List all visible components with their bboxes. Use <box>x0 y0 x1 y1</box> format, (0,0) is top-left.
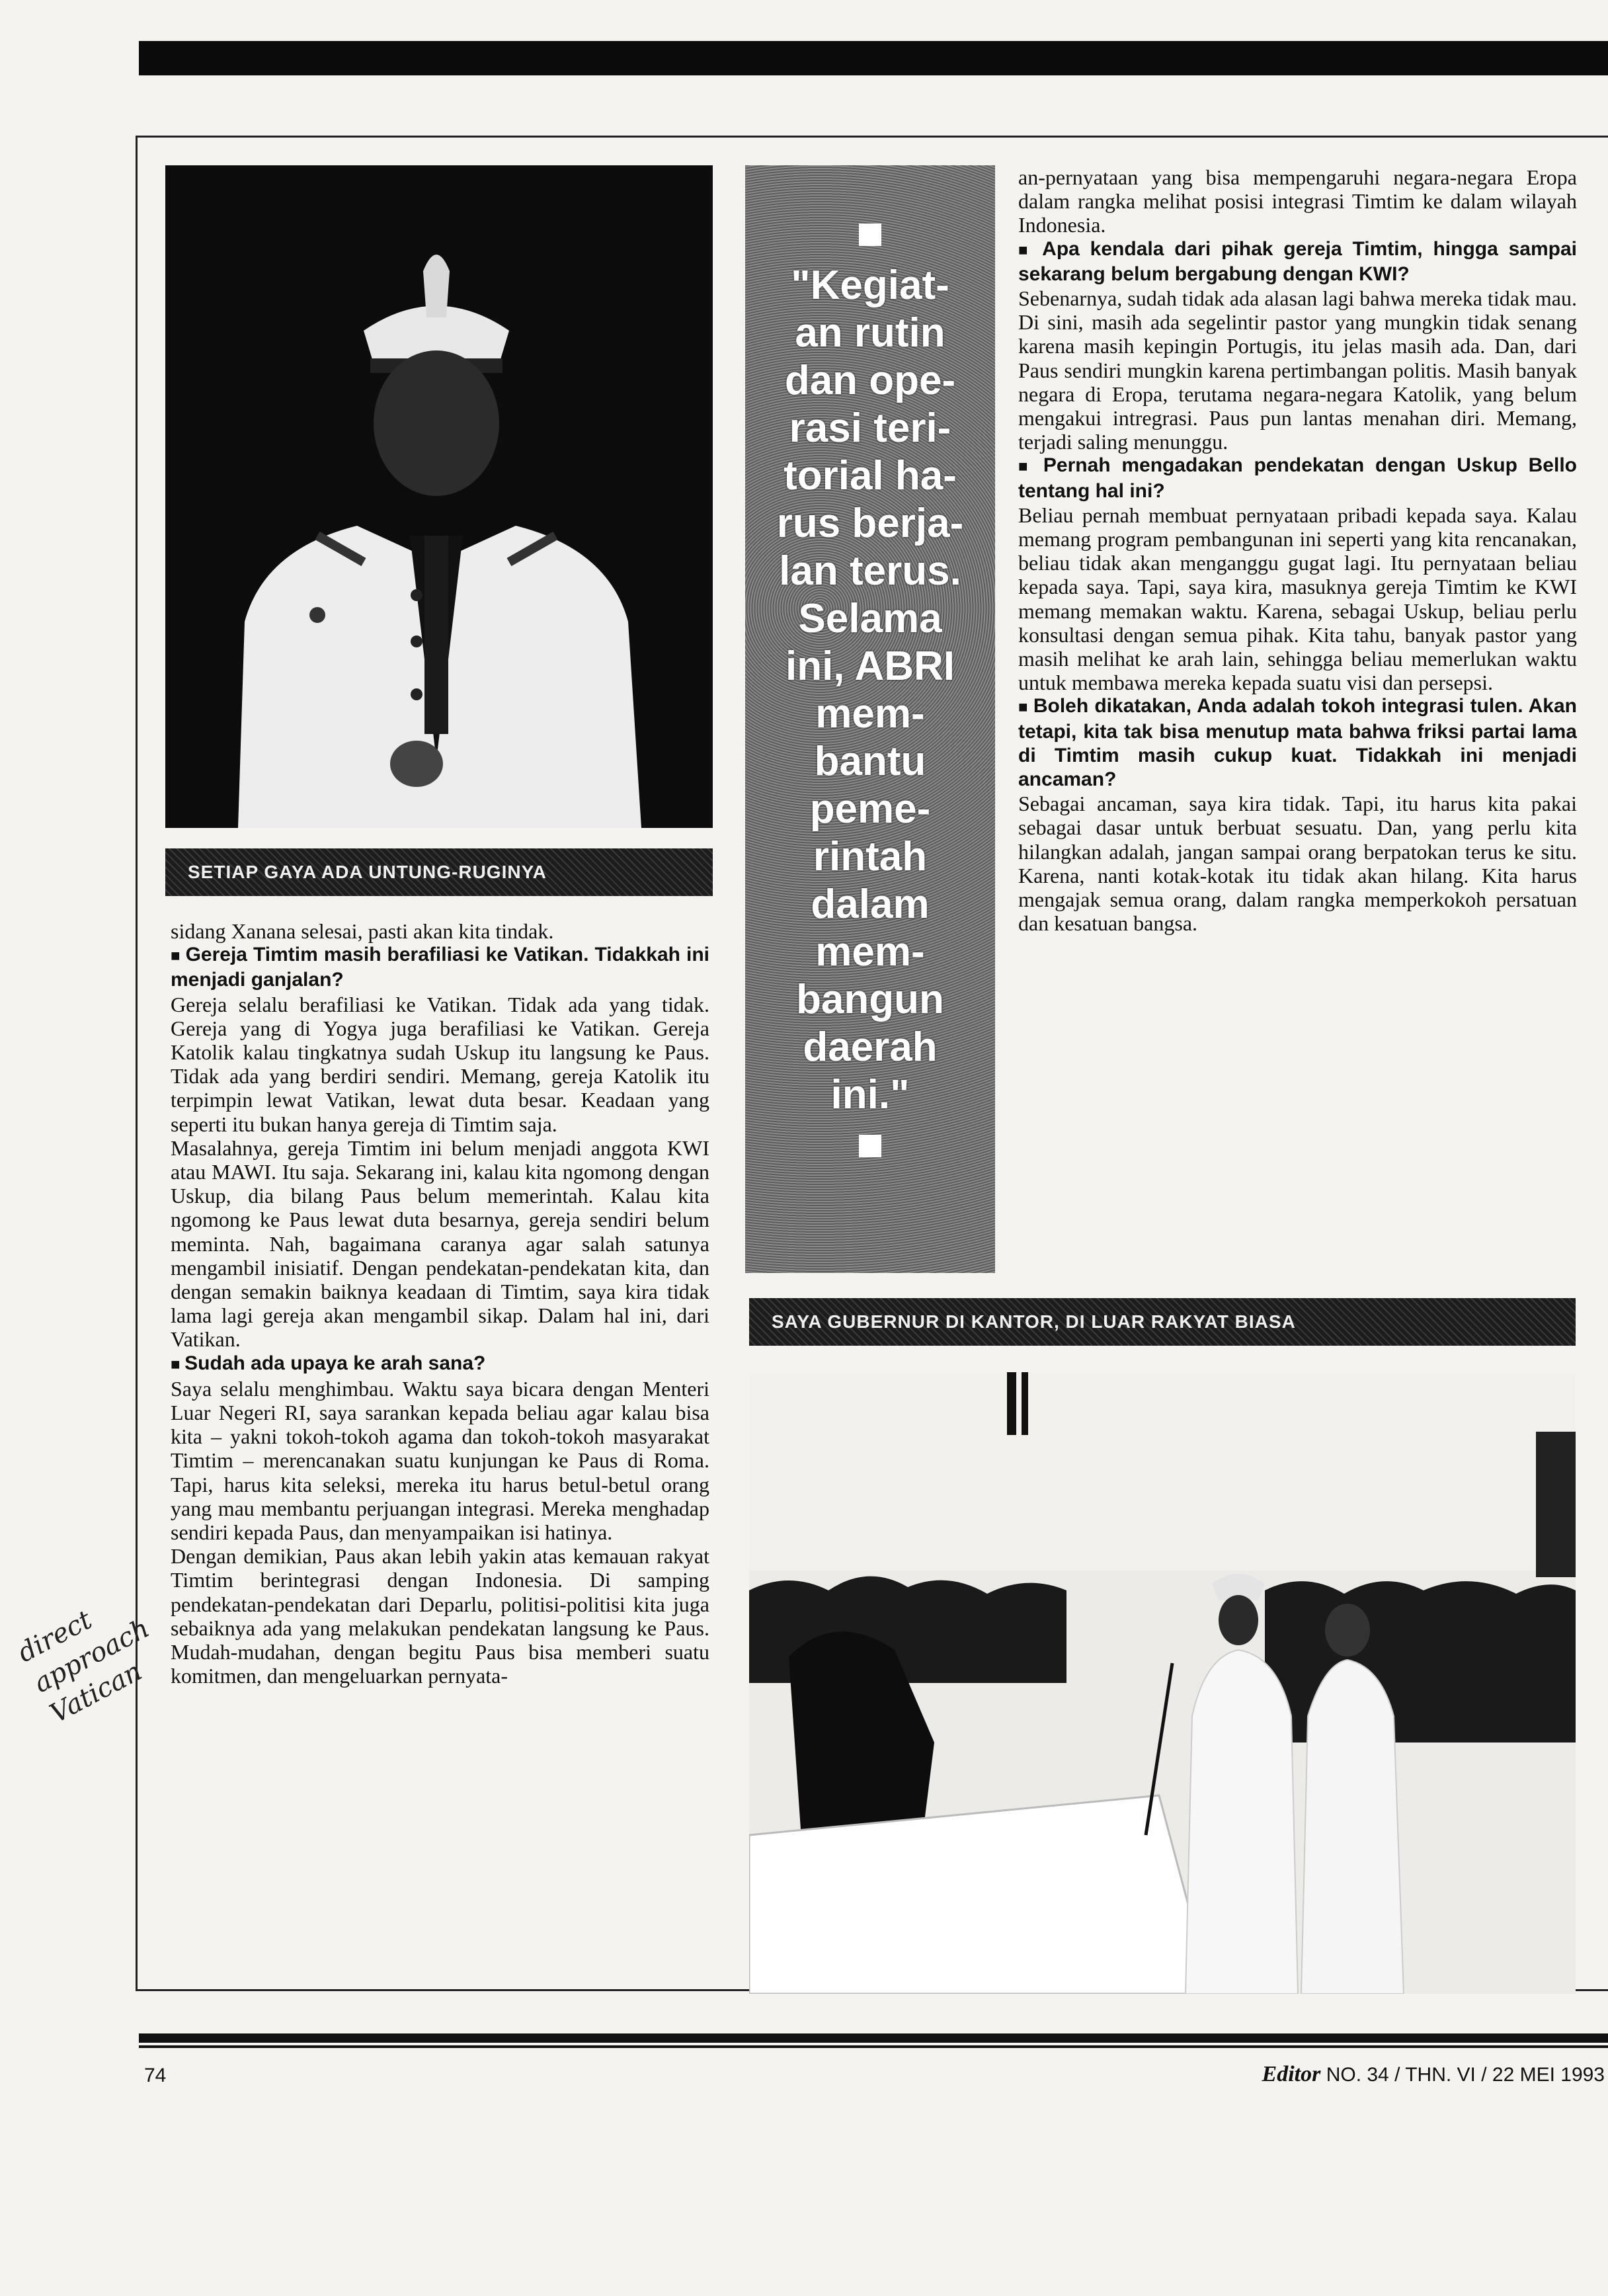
paragraph: Beliau pernah membuat pernyataan pribadi kepada saya. Kalau memang program pembangunan ini seperti yang kita rencanakan, beliau tidak akan menganggu gugat lagi. Itu pernyataan beliau kepada saya. Tapi, saya kira, masuknya gereja Timtim ke KWI memang memakan waktu. Karena, sebagai Uskup, beliau perlu konsultasi dengan semua pihak. Kita tahu, banyak pastor yang masih melihat ke arah lain, sehingga beliau memerlukan waktu untuk membawa mereka kepada suatu visi dan persepsi. <box>1018 503 1577 695</box>
interview-question: ■ Pernah mengadakan pendekatan dengan Uskup Bello tentang hal ini? <box>1018 454 1577 503</box>
bottom-rule-thin <box>139 2045 1608 2048</box>
square-bullet-icon <box>859 1135 881 1157</box>
issue-info: NO. 34 / THN. VI / 22 MEI 1993 <box>1326 2064 1605 2086</box>
top-photo-caption: SETIAP GAYA ADA UNTUNG-RUGINYA <box>165 848 713 896</box>
paragraph: Dengan demikian, Paus akan lebih yakin atas kemauan rakyat Timtim berintegrasi dengan Indonesia. Di samping pendekatan-pendekatan dari Deparlu, politisi-politisi kita juga sebaiknya ada yang melakukan pendekatan langsung ke Paus. Mudah-mudahan, dengan begitu Paus bisa memberi suatu komitmen, dan mengeluarkan pernyata- <box>171 1544 709 1688</box>
paragraph: Saya selalu menghimbau. Waktu saya bicara dengan Menteri Luar Negeri RI, saya sarankan kepada beliau agar kalau bisa kita – yakni tokoh-tokoh agama dan tokoh-tokoh masyarakat Timtim – merencanakan suatu kunjungan ke Paus di Roma. Tapi, harus kita seleksi, mereka itu harus betul-betul orang yang mau membantu perjuangan integrasi. Mereka menghadap sendiri kepada Paus, dan menyampaikan isi hatinya. <box>171 1376 709 1545</box>
bottom-photo-caption: SAYA GUBERNUR DI KANTOR, DI LUAR RAKYAT BIASA <box>749 1298 1576 1346</box>
ceremony-photo <box>749 1372 1576 1994</box>
ceremony-photo-illustration <box>749 1372 1576 1994</box>
paragraph: Gereja selalu berafiliasi ke Vatikan. Tidak ada yang tidak. Gereja yang di Yogya juga berafiliasi ke Vatikan. Gereja Katolik kalau tingkatnya sudah Uskup itu langsung ke Paus. Tidak ada yang berdiri sendiri. Memang, gereja Katolik itu terpimpin lewat Vatikan, lewat duta besar. Keadaan yang seperti itu bukan hanya gereja di Timtim saja. <box>171 992 709 1136</box>
handwritten-note: direct approach Vatican <box>13 1604 155 1730</box>
interview-question: ■ Boleh dikatakan, Anda adalah tokoh integrasi tulen. Akan tetapi, kita tak bisa menutup mata bahwa friksi partai lama di Timtim masih cukup kuat. Tidakkah ini menjadi ancaman? <box>1018 694 1577 792</box>
interview-question: ■ Sudah ada upaya ke arah sana? <box>171 1352 709 1377</box>
pull-quote-text: "Kegiat- an rutin dan ope- rasi teri- torial ha- rus berja- lan terus. Selama ini, ABRI mem- bantu peme- rintah dalam mem- bangun daerah ini." <box>776 263 964 1118</box>
paragraph: an-pernyataan yang bisa mempengaruhi negara-negara Eropa dalam rangka melihat posisi integrasi Timtim ke dalam wilayah Indonesia. <box>1018 165 1577 237</box>
paragraph: sidang Xanana selesai, pasti akan kita tindak. <box>171 919 554 943</box>
pull-quote-panel <box>745 165 995 1273</box>
paragraph: Masalahnya, gereja Timtim ini belum menjadi anggota KWI atau MAWI. Itu saja. Sekarang ini, kalau kita ngomong dengan Uskup, dia bilang Paus belum memerintah. Kalau kita ngomong ke Paus lewat duta besarnya, gereja sendiri belum meminta. Nah, bagaimana caranya agar salah satunya mengambil inisiatif. Dengan pendekatan-pendekatan kita, dan dengan semakin baiknya keadaan di Timtim, saya kira tidak lama lagi gereja akan mengambil sikap. Dalam hal ini, dari Vatikan. <box>171 1135 709 1352</box>
right-text-column <box>1018 165 1577 936</box>
interview-question: ■ Gereja Timtim masih berafiliasi ke Vatikan. Tidakkah ini menjadi ganjalan? <box>171 943 709 992</box>
interview-question: ■ Apa kendala dari pihak gereja Timtim, hingga sampai sekarang belum bergabung dengan KWI? <box>1018 237 1577 286</box>
bottom-rule <box>139 2033 1608 2043</box>
governor-portrait-photo <box>165 165 713 828</box>
paragraph: Sebagai ancaman, saya kira tidak. Tapi, itu harus kita pakai sebagai dasar untuk berbuat sesuatu. Dan, yang perlu kita hilangkan adalah, jangan sampai orang berpatokan terus ke situ. Karena, nanti kotak-kotak itu tidak akan hilang. Kita harus mengajak semua orang, dalam rangka memperkokoh persatuan dan kesatuan bangsa. <box>1018 792 1577 936</box>
paragraph: Sebenarnya, sudah tidak ada alasan lagi bahwa mereka tidak mau. Di sini, masih ada segelintir pastor yang mungkin tidak senang karena masih kepingin Portugis, itu jelas masih ada. Dan, dari Paus sendiri mungkin karena pertimbangan politis. Masih banyak negara di Eropa, terutama negara-negara Katolik, yang belum mengakui intregrasi. Paus pun lantas menahan diri. Memang, terjadi saling menunggu. <box>1018 286 1577 454</box>
governor-portrait-illustration <box>165 165 713 828</box>
left-text-column <box>171 919 709 1688</box>
issue-footer <box>1262 2062 1605 2087</box>
magazine-name: Editor <box>1262 2062 1321 2086</box>
top-rule <box>139 41 1608 75</box>
square-bullet-icon <box>859 224 881 246</box>
page-number: 74 <box>144 2065 167 2086</box>
